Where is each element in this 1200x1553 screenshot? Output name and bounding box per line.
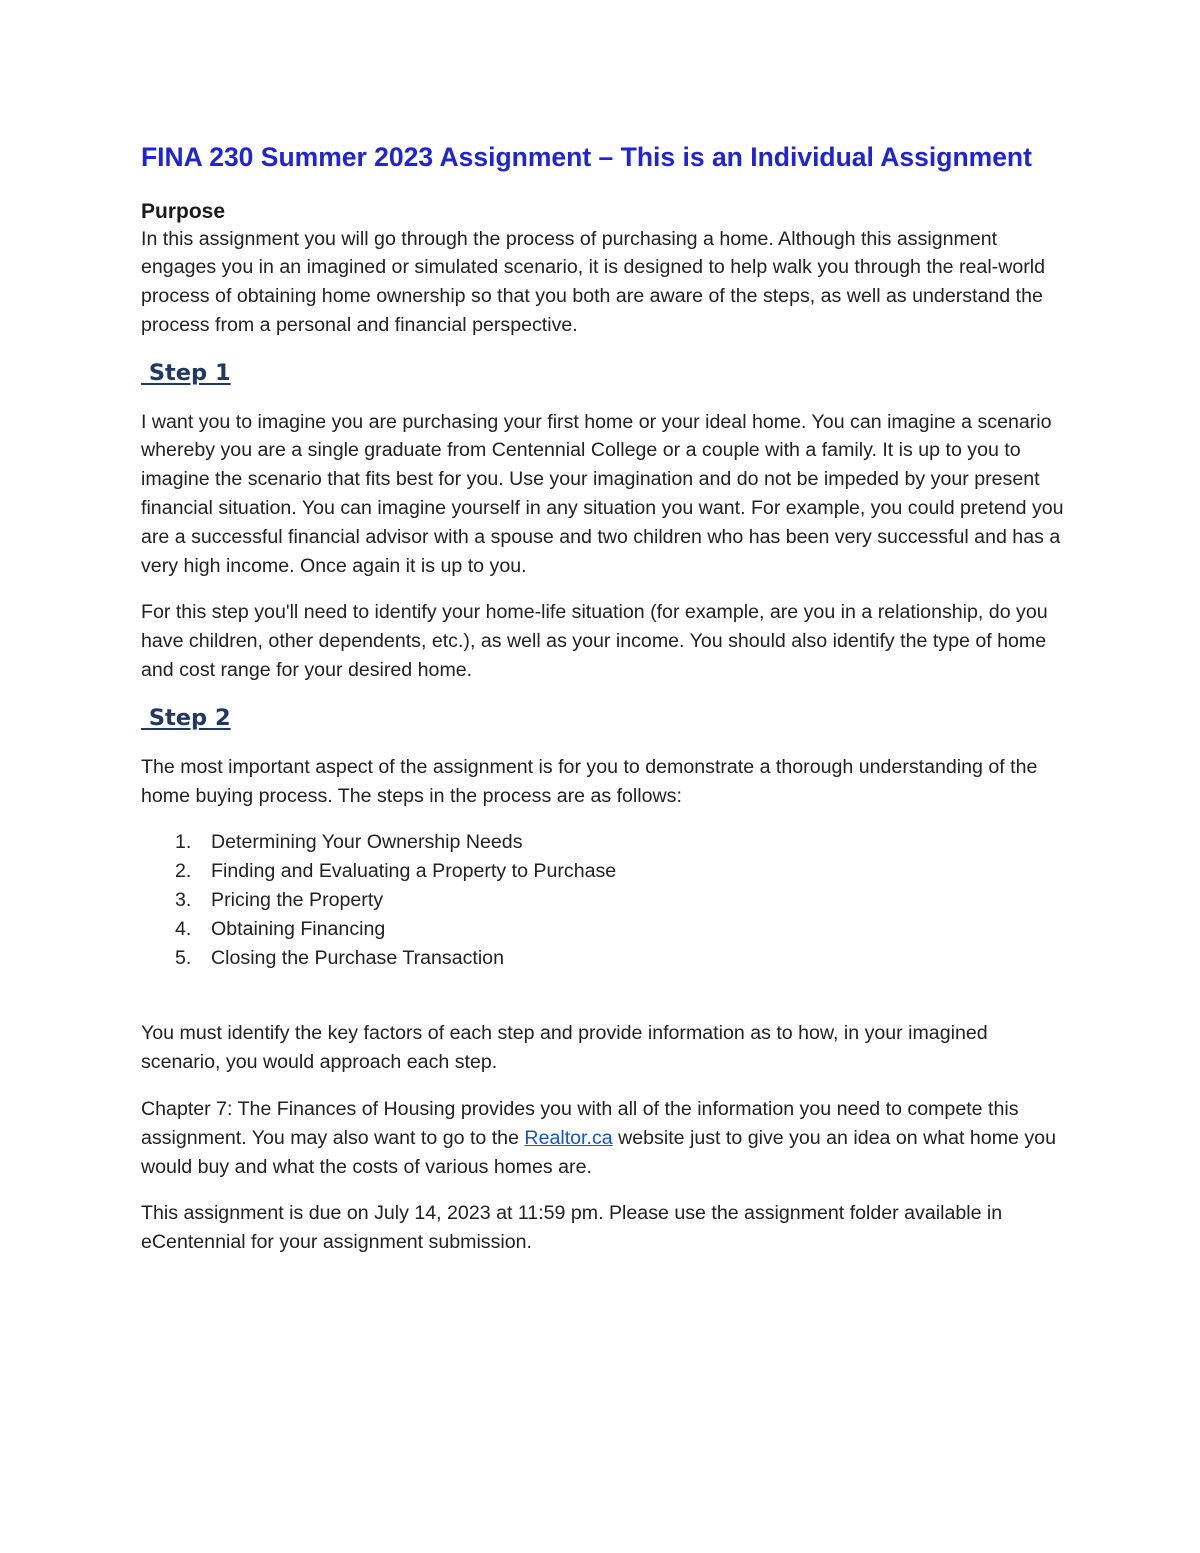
list-item-number: 2. bbox=[175, 860, 192, 883]
list-item bbox=[141, 944, 1071, 973]
document-body bbox=[141, 141, 1071, 1257]
due-date-paragraph: This assignment is due on July 14, 2023 at 11:59 pm. Please use the assignment folder available in eCentennial for your assignment submission. bbox=[141, 1202, 1003, 1254]
list-item-text: Finding and Evaluating a Property to Purchase bbox=[211, 860, 617, 883]
list-item bbox=[141, 886, 1071, 915]
document-title: FINA 230 Summer 2023 Assignment – This is an Individual Assignment bbox=[141, 142, 1032, 172]
purpose-heading: Purpose bbox=[141, 199, 226, 223]
home-buying-steps-list bbox=[141, 828, 1071, 972]
step-1-heading: Step 1 bbox=[141, 359, 231, 386]
chapter-reference-paragraph bbox=[141, 1095, 1071, 1181]
key-factors-paragraph: You must identify the key factors of each step and provide information as to how, in your imagined scenario, you would approach each step. bbox=[141, 1022, 988, 1074]
step-1-paragraph-2: For this step you'll need to identify your home-life situation (for example, are you in a relationship, do you have children, other dependents, etc.), as well as your income. You should also identify the type of home and cost range for your desired home. bbox=[141, 601, 1048, 682]
list-item-number: 4. bbox=[175, 917, 192, 940]
chapter-text-after-link: website just to give you an idea on what home you would buy and what the costs of various homes are. bbox=[141, 1126, 1056, 1178]
list-item bbox=[141, 857, 1071, 886]
realtor-link[interactable]: Realtor.ca bbox=[524, 1126, 613, 1149]
step-1-paragraph-1: I want you to imagine you are purchasing your first home or your ideal home. You can imagine a scenario whereby you are a single graduate from Centennial College or a couple with a family. It is up to you to imagine the scenario that fits best for you. Use your imagination and do not be impeded by your present financial situation. You can imagine yourself in any situation you want. For example, you could pretend you are a successful financial advisor with a spouse and two children who has been very successful and has a very high income. Once again it is up to you. bbox=[141, 410, 1064, 577]
purpose-paragraph: In this assignment you will go through the process of purchasing a home. Although this assignment engages you in an imagined or simulated scenario, it is designed to help walk you through the real-world process of obtaining home ownership so that you both are aware of the steps, as well as understand the process from a personal and financial perspective. bbox=[141, 227, 1046, 336]
list-item-text: Closing the Purchase Transaction bbox=[211, 946, 504, 969]
list-item-text: Pricing the Property bbox=[211, 889, 384, 912]
list-item bbox=[141, 915, 1071, 944]
step-2-intro-paragraph: The most important aspect of the assignment is for you to demonstrate a thorough understanding of the home buying process. The steps in the process are as follows: bbox=[141, 755, 1038, 807]
list-item-number: 1. bbox=[175, 831, 192, 854]
step-2-heading: Step 2 bbox=[141, 704, 231, 731]
list-item-text: Obtaining Financing bbox=[211, 917, 386, 940]
list-item-number: 3. bbox=[175, 889, 192, 912]
list-item-number: 5. bbox=[175, 946, 192, 969]
list-item-text: Determining Your Ownership Needs bbox=[211, 831, 523, 854]
list-item bbox=[141, 828, 1071, 857]
chapter-text-before-link: Chapter 7: The Finances of Housing provides you with all of the information you need to compete this assignment. You may also want to go to the bbox=[141, 1098, 1019, 1149]
